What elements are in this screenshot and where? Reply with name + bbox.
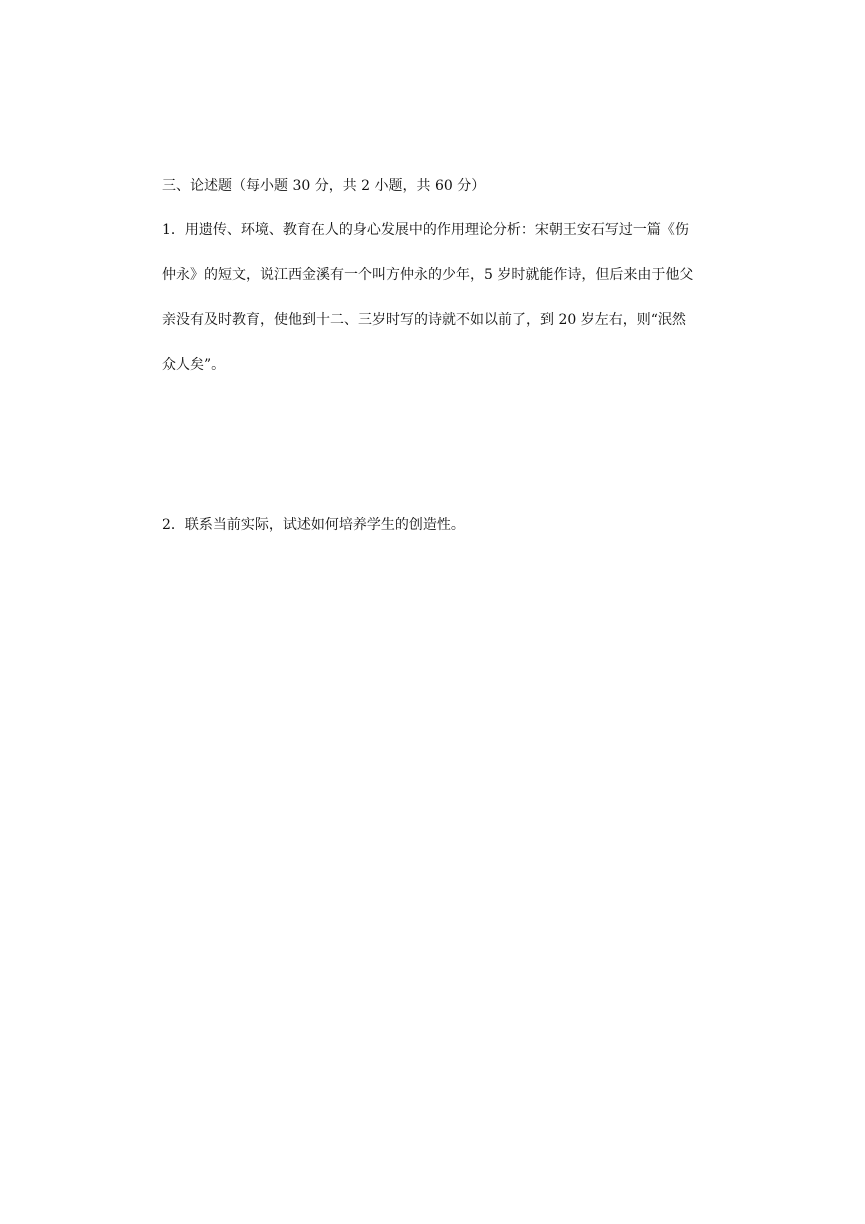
section-heading: 三、论述题（每小题 30 分，共 2 小题，共 60 分） <box>162 178 486 194</box>
question-2-line-1: 2．联系当前实际，试述如何培养学生的创造性。 <box>162 517 465 533</box>
question-1-line-1: 1．用遗传、环境、教育在人的身心发展中的作用理论分析：宋朝王安石写过一篇《伤 <box>162 222 689 238</box>
question-1-line-2: 仲永》的短文，说江西金溪有一个叫方仲永的少年，5 岁时就能作诗，但后来由于他父 <box>162 267 694 283</box>
question-1 <box>162 220 722 400</box>
question-1-line-4: 众人矣”。 <box>162 357 226 373</box>
question-2 <box>162 515 465 535</box>
question-1-line-3: 亲没有及时教育，使他到十二、三岁时写的诗就不如以前了，到 20 岁左右，则“泯然 <box>162 312 686 328</box>
